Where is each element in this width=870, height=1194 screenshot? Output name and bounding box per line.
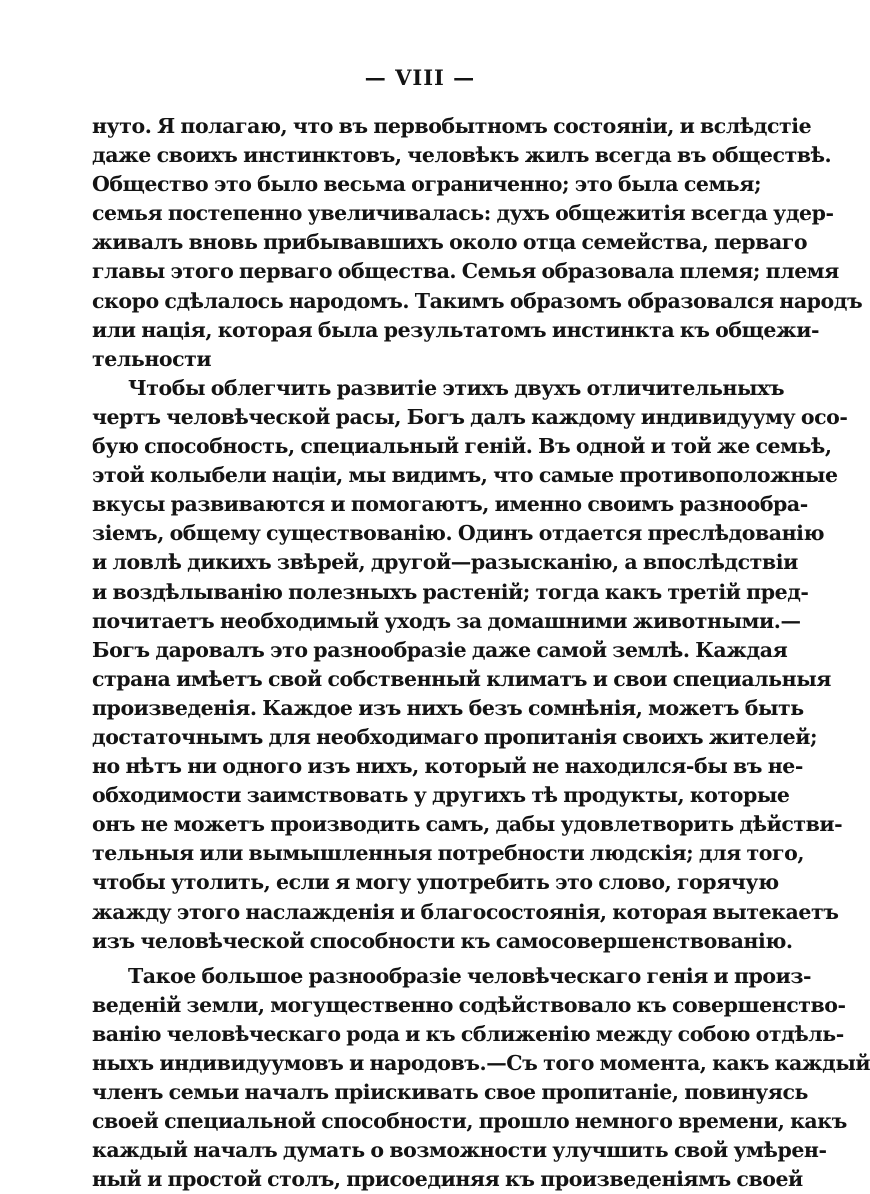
- text-line: веденiй земли, могущественно содѣйствовало къ совершенство-: [92, 992, 846, 1017]
- text-line: тельности: [92, 346, 212, 371]
- text-line: произведенiя. Каждое изъ нихъ безъ сомнѣнiя, можетъ быть: [92, 695, 804, 720]
- text-line: членъ семьи началъ прiискивать свое пропитанie, повинуясь: [92, 1080, 808, 1105]
- text-line: семья постепенно увеличивалась: духъ общежитiя всегда удер-: [92, 201, 834, 226]
- text-line: даже своихъ инстинктовъ, человѣкъ жилъ всегда въ обществѣ.: [92, 143, 832, 168]
- text-line: главы этого перваго общества. Семья образовала племя; племя: [92, 259, 839, 284]
- text-line: но нѣтъ ни одного изъ нихъ, который не находился-бы въ не-: [92, 754, 803, 779]
- text-line: этой колыбели нацiи, мы видимъ, что самые противоположные: [92, 463, 838, 488]
- text-line: ный и простой столъ, присоединяя къ произведенiямъ своей: [92, 1167, 803, 1192]
- text-line: ныхъ индивидуумовъ и народовъ.—Съ того момента, какъ каждый: [92, 1051, 870, 1075]
- text-line: своей специальной способности, прошло немного времени, какъ: [92, 1109, 847, 1134]
- text-line: чертъ человѣческой расы, Богъ далъ каждому индивидууму осо-: [92, 404, 848, 429]
- text-line: изъ человѣческой способности къ самосовершенствованiю.: [92, 928, 793, 953]
- text-line: вкусы развиваются и помогаютъ, именно своимъ разнообра-: [92, 492, 808, 517]
- text-line: каждый началъ думать о возможности улучшить свой умѣрен-: [92, 1138, 827, 1163]
- text-line: и воздѣлыванiю полезныхъ растенiй; тогда какъ третiй пред-: [92, 579, 809, 604]
- text-line: Общество это было весьма ограниченно; это была семья;: [92, 172, 762, 197]
- text-line: чтобы утолить, если я могу употребить это слово, горячую: [92, 870, 779, 895]
- page-number: — VIII —: [364, 65, 476, 90]
- text-line: страна имѣетъ свой собственный климатъ и свои специальныя: [92, 666, 831, 691]
- text-line: почитаетъ необходимый уходъ за домашними животными.—: [92, 608, 801, 633]
- text-line: и ловлѣ дикихъ звѣрей, другой—разысканiю, а впослѣдствiи: [92, 550, 798, 575]
- text-line: нуто. Я полагаю, что въ первобытномъ состоянiи, и вслѣдстie: [92, 114, 812, 138]
- text-line: достаточнымъ для необходимаго пропитанiя своихъ жителей;: [92, 724, 818, 749]
- text-line: обходимости заимствовать у другихъ тѣ продукты, которые: [92, 783, 790, 808]
- text-line: бую способность, специальный генiй. Въ одной и той же семьѣ,: [92, 434, 832, 459]
- text-line: зiемъ, общему существованiю. Одинъ отдается преслѣдованiю: [92, 521, 825, 546]
- text-line: Чтобы облегчить развитie этихъ двухъ отличительныхъ: [128, 375, 785, 400]
- text-line: скоро сдѣлалось народомъ. Такимъ образомъ образовался народъ: [92, 288, 863, 313]
- text-line: ванiю человѣческаго рода и къ сближенiю между собою отдѣль-: [92, 1021, 844, 1046]
- text-line: Такое большое разнообразie человѣческаго генiя и произ-: [128, 963, 812, 988]
- text-line: Богъ даровалъ это разнообразie даже самой землѣ. Каждая: [92, 637, 788, 662]
- text-line: онъ не можетъ производить самъ, дабы удовлетворить дѣйстви-: [92, 812, 843, 837]
- text-line: жажду этого наслажденiя и благосостоянiя, которая вытекаетъ: [92, 899, 839, 924]
- text-line: тельныя или вымышленныя потребности людскiя; для того,: [92, 841, 805, 866]
- text-line: живалъ вновь прибывавшихъ около отца семейства, перваго: [92, 230, 808, 255]
- body-text: [92, 112, 870, 1194]
- text-line: или нацiя, которая была результатомъ инстинкта къ общежи-: [92, 317, 820, 342]
